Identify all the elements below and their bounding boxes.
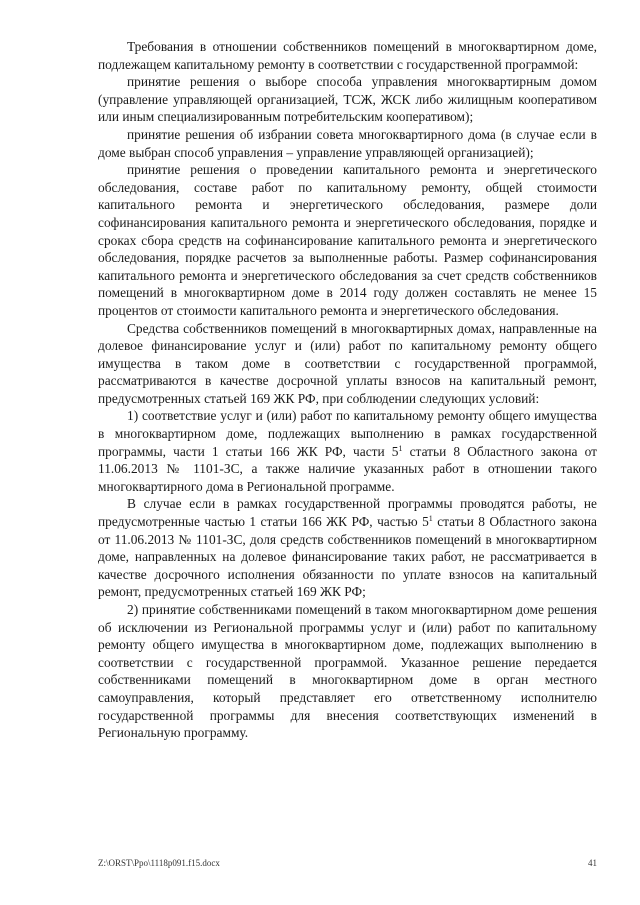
paragraph-management-choice: принятие решения о выборе способа управления многоквартирным домом (управление управляющей организацией, ТСЖ, ЖСК либо жилищным кооперативом или иным специализированным потребительским кооперативом); [98,74,597,125]
paragraph-council-election: принятие решения об избрании совета многоквартирного дома (в случае если в доме выбран способ управления – управление управляющей организацией); [98,126,597,160]
condition-1-text-start: 1) соответствие услуг и (или) работ по капитальному ремонту общего имущества в многоквартирном доме, подлежащих выполнению в рамках государственной программы, части 1 статьи 166 ЖК РФ, части 5 [98,408,597,459]
exception-text-end: статьи 8 Областного закона от 11.06.2013 № 1101-ЗС, доля средств собственников помещений в многоквартирном доме, направленных на долевое финансирование таких работ, не рассматривается в качестве досрочного исполнения обязанности по уплате взносов на капитальный ремонт, предусмотренных статьей 169 ЖК РФ; [98,514,597,600]
footer-file-path: Z:\ORST\Ppo\1118p091.f15.docx [98,858,220,868]
paragraph-owner-funds: Средства собственников помещений в многоквартирных домах, направленные на долевое финансирование услуг и (или) работ по капитальному ремонту общего имущества в таком доме в соответствии с государственной программой, рассматриваются в качестве досрочной уплаты взносов на капитальный ремонт, предусмотренных статьей 169 ЖК РФ, при соблюдении следующих условий: [98,320,597,406]
paragraph-condition-1 [98,407,597,495]
paragraph-requirements-intro: Требования в отношении собственников помещений в многоквартирном доме, подлежащем капитальному ремонту в соответствии с государственной программой: [98,39,597,72]
page-number: 41 [588,858,597,868]
document-body [98,38,597,742]
exception-superscript: 1 [428,514,433,524]
condition-1-superscript: 1 [398,443,403,453]
paragraph-exception [98,495,597,601]
paragraph-repair-decision: принятие решения о проведении капитального ремонта и энергетического обследования, составе работ по капитальному ремонту, общей стоимости капитального ремонта и энергетического обследования, размере доли софинансирования капитального ремонта и энергетического обследования, порядке и сроках сбора средств на софинансирование капитального ремонта и энергетического обследования, порядке расчетов за выполненные работы. Размер софинансирования капитального ремонта и энергетического обследования за счет средств собственников помещений в многоквартирном доме в 2014 году должен составлять не менее 15 процентов от стоимости капитального ремонта и энергетического обследования. [98,162,597,318]
condition-1-text-end: статьи 8 Областного закона от 11.06.2013 № 1101-ЗС, а также наличие указанных работ в отношении такого многоквартирного дома в Региональной программе. [98,443,597,494]
paragraph-condition-2: 2) принятие собственниками помещений в таком многоквартирном доме решения об исключении из Региональной программы услуг и (или) работ по капитальному ремонту общего имущества в многоквартирном доме, подлежащих выполнению в соответствии с государственной программой. Указанное решение передается собственниками помещений в многоквартирном доме в орган местного самоуправления, который представляет его ответственному исполнителю государственной программы для внесения соответствующих изменений в Региональную программу. [98,602,597,741]
exception-text-start: В случае если в рамках государственной программы проводятся работы, не предусмотренные частью 1 статьи 166 ЖК РФ, частью 5 [98,496,597,530]
